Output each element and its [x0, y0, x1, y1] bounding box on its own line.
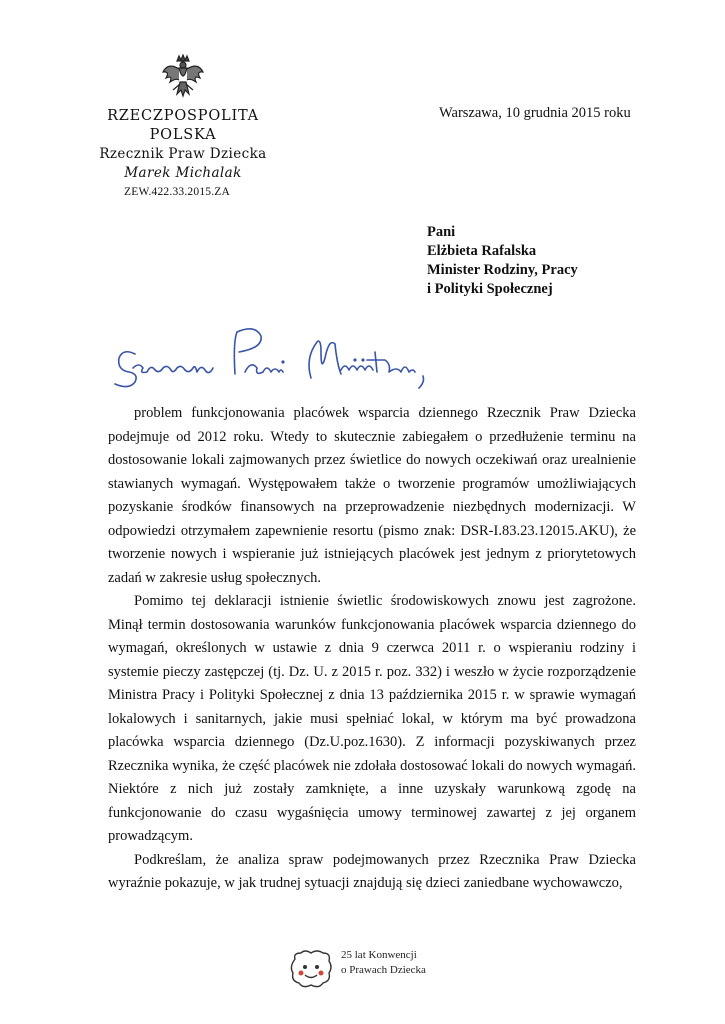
org-person: Marek Michalak [124, 165, 242, 181]
footer-caption [341, 948, 426, 978]
recipient-line-1: Pani [427, 224, 456, 240]
body-paragraph-3: Podkreślam, że analiza spraw podejmowanych przez Rzecznika Praw Dziecka wyraźnie pokazuje, w jak trudnej sytuacji znajdują się dzieci zaniedbane wychowawczo, [108, 851, 636, 891]
handwritten-salutation [105, 312, 445, 392]
reference-number: ZEW.422.33.2015.ZA [124, 186, 231, 198]
convention-logo-icon [287, 945, 335, 993]
recipient-block [427, 223, 578, 299]
footer-line-2: o Prawach Dziecka [341, 964, 426, 976]
footer-line-1: 25 lat Konwencji [341, 949, 417, 961]
body-paragraph-2: Pomimo tej deklaracji istnienie świetlic środowiskowych znowu jest zagrożone. Minął termin dostosowania warunków funkcjonowania placówek wsparcia dziennego do wymagań, określonych w ustawie z dnia 9 czerwca 2011 r. o wspieraniu rodziny i systemie pieczy zastępczej (tj. Dz. U. z 2015 r. poz. 332) i weszło w życie rozporządzenie Ministra Pracy i Polityki Społecznej z dnia 13 października 2015 r. w sprawie wymagań lokalowych i sanitarnych, jakie musi spełniać lokal, w którym ma być prowadzona placówka wsparcia dziennego (Dz.U.poz.1630). Z informacji pozyskiwanych przez Rzecznika wynika, że część placówek nie zdołała dostosować lokali do nowych wymagań. Niektóre z nich już zostały zamknięte, a inne uzyskały warunkową zgodę na funkcjonowanie do czasu wygaśnięcia umowy terminowej zawartej z jej organem prowadzącym. [108, 593, 636, 844]
polish-eagle-emblem-icon [160, 54, 206, 106]
letter-body [108, 402, 636, 896]
org-name: RZECZPOSPOLITA POLSKA [107, 108, 259, 143]
recipient-line-2: Elżbieta Rafalska [427, 243, 537, 259]
recipient-line-3: Minister Rodziny, Pracy [427, 262, 578, 278]
sender-block [78, 107, 288, 183]
recipient-line-4: i Polityki Społecznej [427, 281, 553, 297]
body-paragraph-1: problem funkcjonowania placówek wsparcia dziennego Rzecznik Praw Dziecka podejmuje od 2012 roku. Wtedy to skutecznie zabiegałem o przedłużenie terminu na dostosowanie lokali zajmowanych przez świetlice do nowych oczekiwań oraz urealnienie stawianych wymagań. Występowałem także o tworzenie programów umożliwiających pozyskanie środków finansowych na przeprowadzenie niezbędnych modernizacji. W odpowiedzi otrzymałem zapewnienie resortu (pismo znak: DSR-I.83.23.12015.AKU), że tworzenie nowych i wspieranie już istniejących placówek jest jednym z priorytetowych zadań w zakresie usług społecznych. [108, 405, 636, 586]
letter-date: Warszawa, 10 grudnia 2015 roku [439, 105, 631, 121]
org-office: Rzecznik Praw Dziecka [99, 146, 267, 162]
